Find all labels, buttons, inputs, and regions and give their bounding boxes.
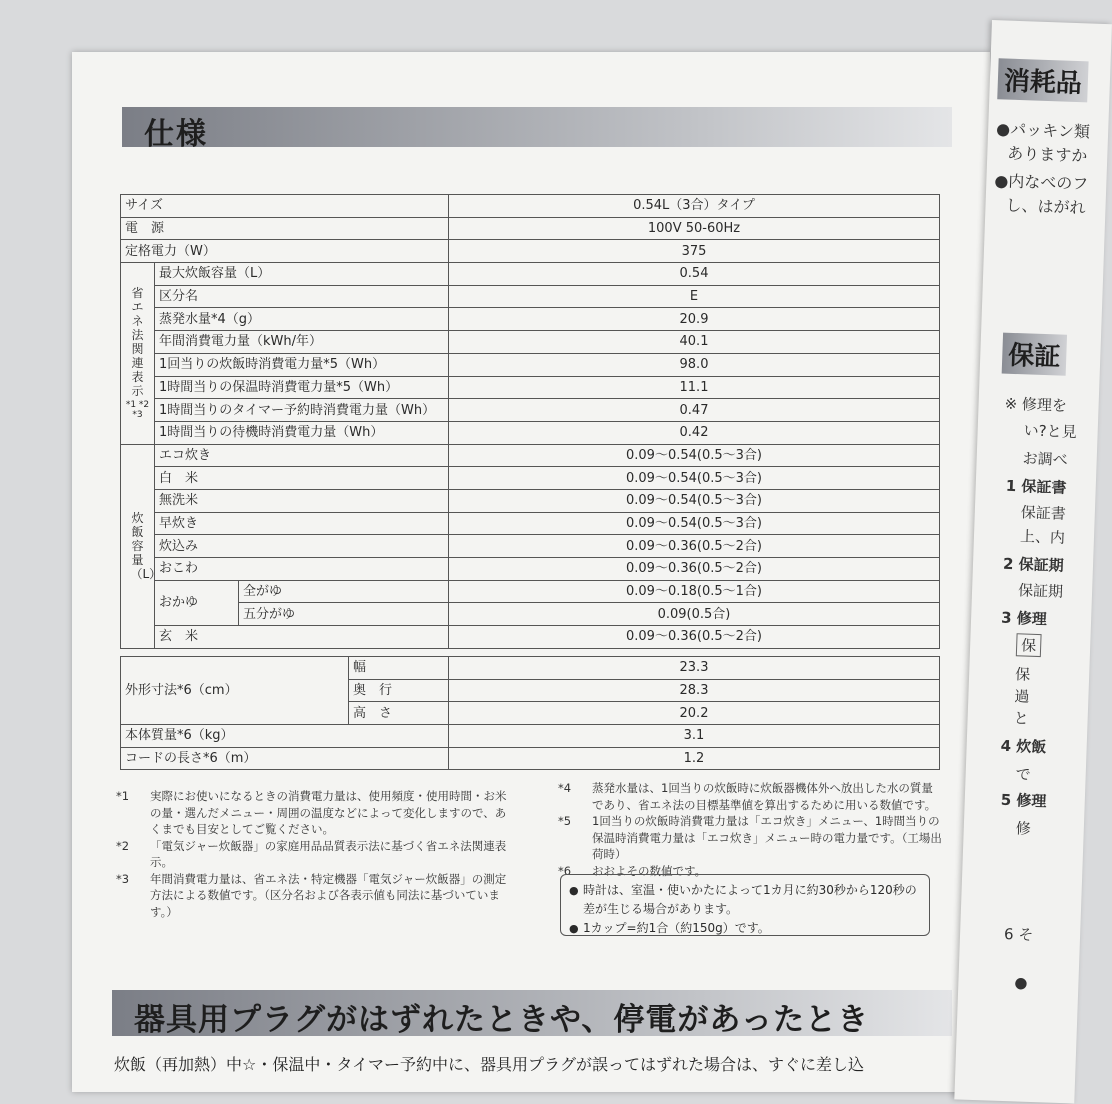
spec-label: 五分がゆ xyxy=(239,603,449,626)
spec-label: 蒸発水量*4（g） xyxy=(155,308,449,331)
table-row xyxy=(121,657,940,680)
spec-label: 年間消費電力量（kWh/年） xyxy=(155,331,449,354)
spec-page xyxy=(72,52,990,1092)
spec-label: 無洗米 xyxy=(155,489,449,512)
plug-section-body: 炊飯（再加熱）中☆・保温中・タイマー予約中に、器具用プラグが誤ってはずれた場合は、すぐに差し込 xyxy=(114,1055,865,1074)
right-text: 2 保証期 xyxy=(1002,554,1064,575)
table-row xyxy=(121,725,940,748)
right-text: で xyxy=(1015,765,1032,784)
table-row xyxy=(121,285,940,308)
table-row xyxy=(121,421,940,444)
spec-value: 40.1 xyxy=(449,331,940,354)
energy-group-note: *1 *2 *3 xyxy=(125,400,150,421)
spec-value: 98.0 xyxy=(449,353,940,376)
spec-value: E xyxy=(449,285,940,308)
notes-left xyxy=(116,788,516,920)
spec-label: 定格電力（W） xyxy=(121,240,449,263)
table-row xyxy=(121,558,940,581)
spec-label: 炊込み xyxy=(155,535,449,558)
spec-label: 1時間当りの保温時消費電力量*5（Wh） xyxy=(155,376,449,399)
footnote: *6 おおよその数値です。 xyxy=(558,863,707,878)
table-row xyxy=(121,512,940,535)
spec-value: 1.2 xyxy=(449,747,940,770)
spec-label: 1回当りの炊飯時消費電力量*5（Wh） xyxy=(155,353,449,376)
right-text: ありますか xyxy=(1007,143,1088,166)
table-row xyxy=(121,489,940,512)
table-row xyxy=(121,331,940,354)
table-row xyxy=(121,217,940,240)
spec-value: 0.09～0.54(0.5～3合) xyxy=(449,512,940,535)
right-text: 4 炊飯 xyxy=(1000,736,1047,757)
spec-label: 最大炊飯容量（L） xyxy=(155,263,449,286)
right-text: と xyxy=(1013,709,1029,728)
spec-value: 375 xyxy=(449,240,940,263)
spec-label: 高 さ xyxy=(349,702,449,725)
okayu-label: おかゆ xyxy=(155,580,239,625)
spec-value: 0.09～0.54(0.5～3合) xyxy=(449,467,940,490)
footnote: *2 「電気ジャー炊飯器」の家庭用品品質表示法に基づく省エネ法関連表示。 xyxy=(116,838,507,869)
info-box-item: ● 1カップ=約1合（約150g）です。 xyxy=(569,919,921,938)
spec-label: サイズ xyxy=(121,195,449,218)
spec-value: 0.54L（3合）タイプ xyxy=(449,195,940,218)
right-text: 修 xyxy=(1015,819,1032,838)
table-row xyxy=(121,308,940,331)
table-row xyxy=(121,535,940,558)
section-title-bar xyxy=(122,107,952,152)
warranty-title: 保証 xyxy=(1002,333,1067,376)
right-text: 過 xyxy=(1014,687,1030,706)
notes-right xyxy=(558,780,943,879)
spec-value: 0.09～0.36(0.5～2合) xyxy=(449,558,940,581)
spec-value: 0.09(0.5合) xyxy=(449,603,940,626)
table-row xyxy=(121,747,940,770)
table-row xyxy=(121,376,940,399)
right-text: 1 保証書 xyxy=(1005,476,1067,497)
spec-value: 11.1 xyxy=(449,376,940,399)
spec-value: 0.54 xyxy=(449,263,940,286)
size-label: 外形寸法*6（cm） xyxy=(121,657,349,725)
size-table xyxy=(120,656,940,770)
table-row xyxy=(121,467,940,490)
table-row xyxy=(121,580,940,603)
footnote: *4 蒸発水量は、1回当りの炊飯時に炊飯器機体外へ放出した水の質量であり、省エネ法の目標基準値を算出するために用いる数値です。 xyxy=(558,781,937,812)
right-text: 上、内 xyxy=(1019,527,1066,547)
right-text: 保 xyxy=(1016,633,1042,657)
spec-value: 0.47 xyxy=(449,399,940,422)
table-row xyxy=(121,263,940,286)
spec-label: 区分名 xyxy=(155,285,449,308)
right-text: ●パッキン類 xyxy=(995,119,1091,142)
right-text: 6 そ xyxy=(1003,924,1034,944)
info-box xyxy=(560,874,930,936)
spec-table xyxy=(120,194,940,649)
plug-section-title-bar xyxy=(112,990,952,1036)
footnote: *1 実際にお使いになるときの消費電力量は、使用頻度・使用時間・お米の量・選んだメニュー・周囲の温度などによって変化しますので、あくまでも目安としてご覧ください。 xyxy=(116,789,507,836)
table-row xyxy=(121,399,940,422)
spec-value: 28.3 xyxy=(449,679,940,702)
section-title: 仕様 xyxy=(144,117,208,152)
table-row xyxy=(121,195,940,218)
table-row xyxy=(121,444,940,467)
right-text: ●内なべのフ xyxy=(994,171,1089,194)
spec-label: 1時間当りのタイマー予約時消費電力量（Wh） xyxy=(155,399,449,422)
spec-value: 0.09～0.18(0.5～1合) xyxy=(449,580,940,603)
energy-group-label: 省エネ法関連表示 *1 *2 *3 xyxy=(121,263,155,445)
spec-label: 幅 xyxy=(349,657,449,680)
spec-value: 0.09～0.36(0.5～2合) xyxy=(449,626,940,649)
spec-value: 3.1 xyxy=(449,725,940,748)
spec-label: 早炊き xyxy=(155,512,449,535)
right-text: 保 xyxy=(1014,665,1031,684)
right-text: 3 修理 xyxy=(1000,608,1048,629)
table-row xyxy=(121,603,940,626)
plug-section-title: 器具用プラグがはずれたときや、停電があったとき xyxy=(134,1002,870,1038)
spec-value: 100V 50-60Hz xyxy=(449,217,940,240)
right-text: い?と見 xyxy=(1023,421,1077,442)
right-text: ● xyxy=(1014,973,1028,992)
spec-label: コードの長さ*6（m） xyxy=(121,747,449,770)
right-text: ※ 修理を xyxy=(1004,394,1068,415)
info-box-item: ● 時計は、室温・使いかたによって1カ月に約30秒から120秒の差が生じる場合があります。 xyxy=(569,881,921,919)
spec-label: 1時間当りの待機時消費電力量（Wh） xyxy=(155,421,449,444)
spec-label: 白 米 xyxy=(155,467,449,490)
spec-label: 全がゆ xyxy=(239,580,449,603)
spec-label: 玄 米 xyxy=(155,626,449,649)
spec-value: 20.2 xyxy=(449,702,940,725)
spec-label: 電 源 xyxy=(121,217,449,240)
spec-value: 23.3 xyxy=(449,657,940,680)
right-text: 5 修理 xyxy=(1000,790,1047,811)
spec-value: 0.09～0.36(0.5～2合) xyxy=(449,535,940,558)
spec-label: エコ炊き xyxy=(155,444,449,467)
table-row xyxy=(121,626,940,649)
right-text: 保証書 xyxy=(1020,503,1067,523)
right-text: 保証期 xyxy=(1017,581,1064,601)
right-text: お調べ xyxy=(1022,449,1069,469)
table-row xyxy=(121,353,940,376)
right-text: し、はがれ xyxy=(1005,195,1086,218)
table-row xyxy=(121,240,940,263)
spec-label: 奥 行 xyxy=(349,679,449,702)
spec-value: 20.9 xyxy=(449,308,940,331)
footnote: *5 1回当りの炊飯時消費電力量は「エコ炊き」メニュー、1時間当りの保温時消費電力量は「エコ炊き」メニュー時の電力量です。（工場出荷時） xyxy=(558,814,942,861)
spec-label: おこわ xyxy=(155,558,449,581)
footnote: *3 年間消費電力量は、省エネ法・特定機器「電気ジャー炊飯器」の測定方法による数値です。（区分名および各表示値も同法に基づいています。） xyxy=(116,871,507,919)
spec-value: 0.09～0.54(0.5～3合) xyxy=(449,489,940,512)
spec-value: 0.42 xyxy=(449,421,940,444)
capacity-group-label: 炊飯容量（L） xyxy=(121,444,155,648)
consumables-title: 消耗品 xyxy=(997,58,1088,102)
spec-label: 本体質量*6（kg） xyxy=(121,725,449,748)
spec-value: 0.09～0.54(0.5～3合) xyxy=(449,444,940,467)
